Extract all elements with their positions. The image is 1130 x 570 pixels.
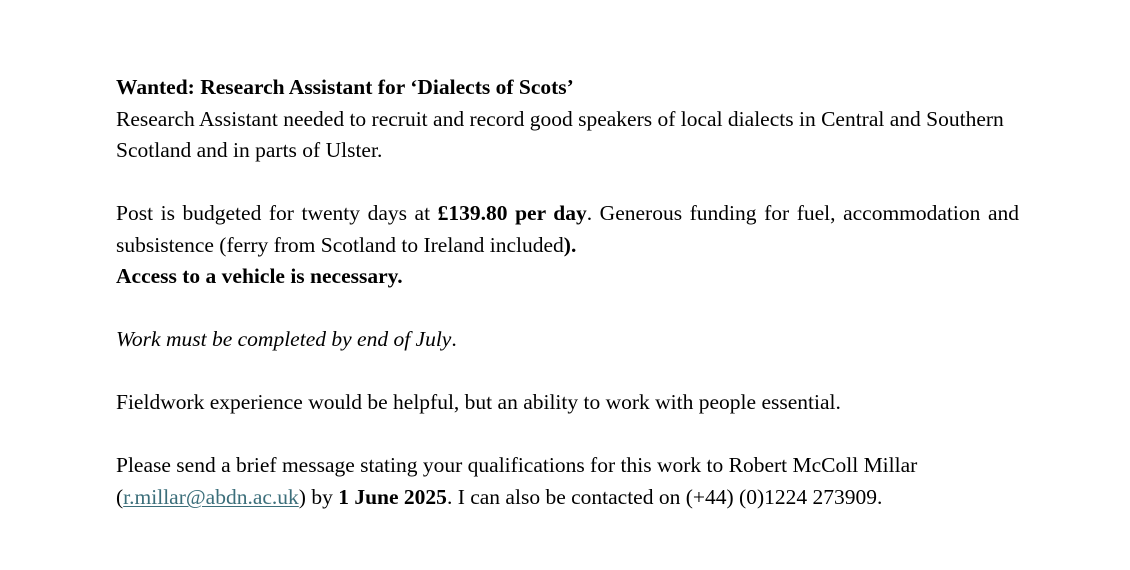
funding-text-after-rate: . Generous funding for fuel, accommodation and subsistence (ferry from Scotland to Ireland included: [116, 201, 1019, 257]
email-link[interactable]: r.millar@abdn.ac.uk: [123, 484, 299, 509]
vehicle-requirement: Access to a vehicle is necessary.: [116, 264, 403, 288]
funding-text-before-rate: Post is budgeted for twenty days at: [116, 201, 438, 225]
notice-heading: Wanted: Research Assistant for ‘Dialects of Scots’: [116, 75, 574, 99]
funding-closing: ).: [563, 232, 577, 257]
experience-paragraph: Fieldwork experience would be helpful, but an ability to work with people essential.: [116, 390, 841, 414]
contact-text-after-email: ) by: [298, 484, 339, 509]
contact-paragraph: [116, 450, 1019, 513]
due-date: 1 June 2025: [338, 484, 447, 509]
intro-paragraph: Research Assistant needed to recruit and record good speakers of local dialects in Central and Southern Scotland and in parts of Ulster.: [116, 106, 1004, 162]
funding-paragraph: [116, 198, 1019, 293]
contact-text-after-date: . I can also be contacted on (+44) (0)1224 273909.: [446, 484, 883, 509]
funding-text: [116, 198, 1019, 261]
heading-and-intro: [116, 72, 1019, 167]
contact-text-before-email: Please send a brief message stating your qualifications for this work to Robert McColl Millar (: [116, 453, 918, 509]
deadline-paragraph: [116, 324, 1019, 356]
deadline-trailing: .: [451, 327, 457, 351]
daily-rate: £139.80 per day: [437, 201, 587, 225]
deadline-text: Work must be completed by end of July: [116, 327, 452, 351]
job-notice: [116, 72, 1019, 545]
